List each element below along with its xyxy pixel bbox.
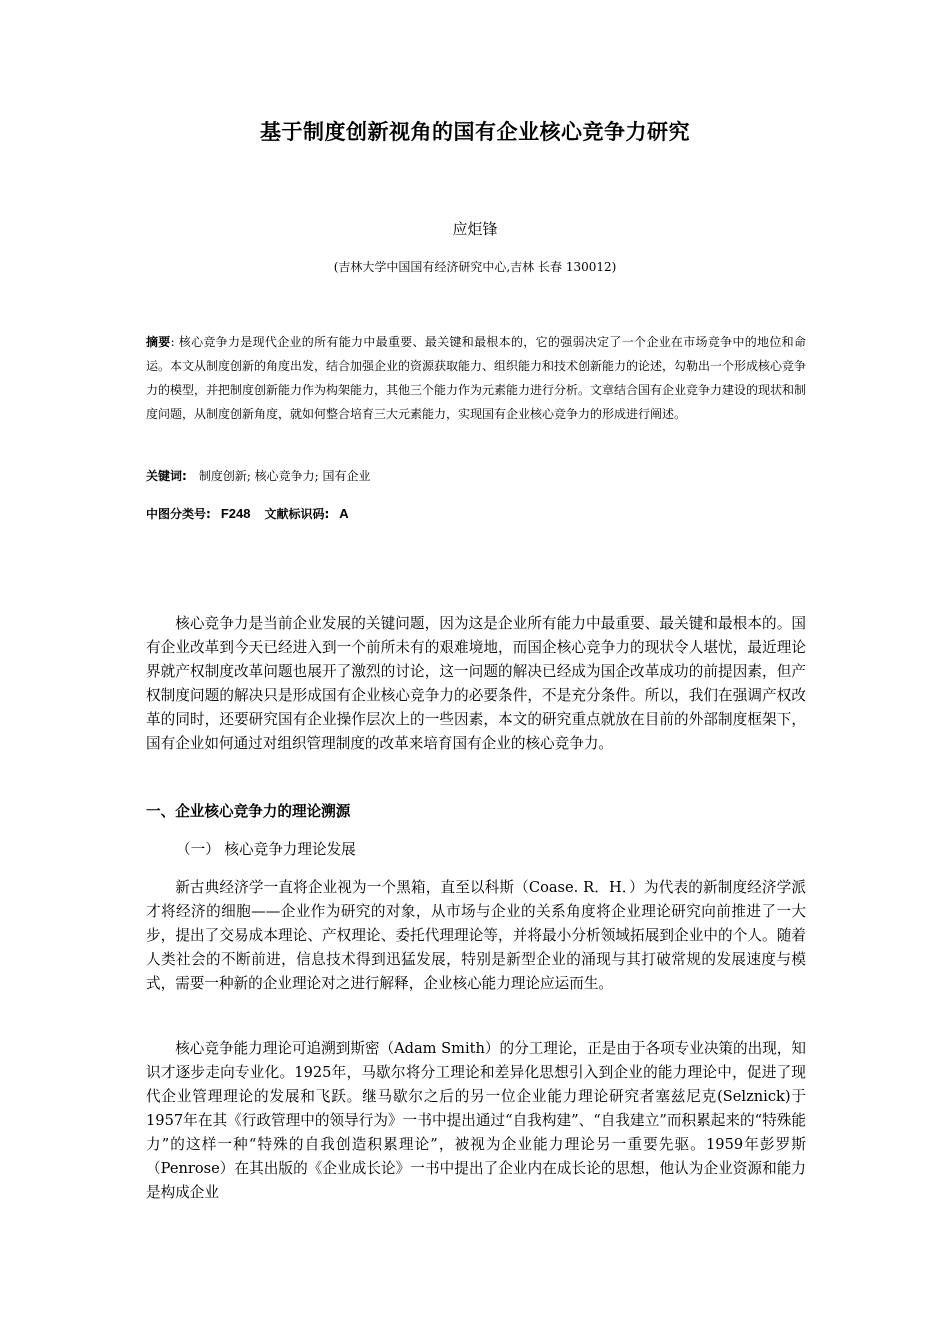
doc-code-value: A: [339, 506, 349, 521]
subsection-heading: （一） 核心竞争力理论发展: [176, 841, 356, 858]
abstract-text: : 核心竞争力是现代企业的所有能力中最重要、最关键和最根本的，它的强弱决定了一个企业在市场竞争中的地位和命运。本文从制度创新的角度出发，结合加强企业的资源获取能力、组织能力和技术创新能力的论述，勾勒出一个形成核心竞争力的模型，并把制度创新能力作为构架能力，其他三个能力作为元素能力进行分析。文章结合国有企业竞争力建设的现状和制度问题，从制度创新角度，就如何整合培育三大元素能力，实现国有企业核心竞争力的形成进行阐述。: [146, 335, 807, 421]
abstract: [146, 330, 806, 426]
paragraph: 核心竞争能力理论可追溯到斯密（Adam Smith）的分工理论，正是由于各项专业决策的出现，知识才逐步走向专业化。1925年，马歇尔将分工理论和差异化思想引入到企业的能力理论中，促进了现代企业管理理论的发展和飞跃。继马歇尔之后的另一位企业能力理论研究者塞兹尼克(Selznick)于1957年在其《行政管理中的领导行为》一书中提出通过“自我构建”、“自我建立”而积累起来的“特殊能力”的这样一种“特殊的自我创造积累理论”，被视为企业能力理论另一重要先驱。1959年彭罗斯（Penrose）在其出版的《企业成长论》一书中提出了企业内在成长论的思想，他认为企业资源和能力是构成企业: [146, 1040, 806, 1201]
classification-line: [146, 505, 806, 522]
body-paragraph-2: [146, 876, 806, 996]
clc-value: F248: [220, 506, 251, 521]
keywords-label: 关键词:: [146, 469, 187, 483]
paper-title: 基于制度创新视角的国有企业核心竞争力研究: [260, 120, 690, 144]
abstract-label: 摘要: [146, 335, 171, 349]
section-heading: 一、企业核心竞争力的理论溯源: [146, 803, 351, 820]
doc-code-label: 文献标识码:: [264, 507, 330, 521]
clc-label: 中图分类号:: [146, 507, 211, 521]
author-name: 应炬锋: [452, 220, 498, 238]
author-affiliation: (吉林大学中国国有经济研究中心,吉林 长春 130012): [333, 260, 617, 274]
paragraph: 新古典经济学一直将企业视为一个黑箱，直至以科斯（Coase. R．H．）为代表的新制度经济学派才将经济的细胞——企业作为研究的对象，从市场与企业的关系角度将企业理论研究向前推进了一大步，提出了交易成本理论、产权理论、委托代理理论等，并将最小分析领域拓展到企业中的个人。随着人类社会的不断前进，信息技术得到迅猛发展，特别是新型企业的涌现与其打破常规的发展速度与模式，需要一种新的企业理论对之进行解释，企业核心能力理论应运而生。: [146, 879, 806, 992]
keywords-text: 制度创新; 核心竞争力; 国有企业: [198, 469, 371, 483]
body-paragraph-3: [146, 1037, 806, 1205]
paragraph: 核心竞争力是当前企业发展的关键问题，因为这是企业所有能力中最重要、最关键和最根本的。国有企业改革到今天已经进入到一个前所未有的艰难境地，而国企核心竞争力的现状令人堪忧，最近理论界就产权制度改革问题也展开了激烈的讨论，这一问题的解决已经成为国企改革成功的前提因素，但产权制度问题的解决只是形成国有企业核心竞争力的必要条件，不是充分条件。所以，我们在强调产权改革的同时，还要研究国有企业操作层次上的一些因素，本文的研究重点就放在目前的外部制度框架下，国有企业如何通过对组织管理制度的改革来培育国有企业的核心竞争力。: [146, 615, 806, 752]
body-paragraph-intro: [146, 612, 806, 756]
keywords: [146, 467, 806, 484]
